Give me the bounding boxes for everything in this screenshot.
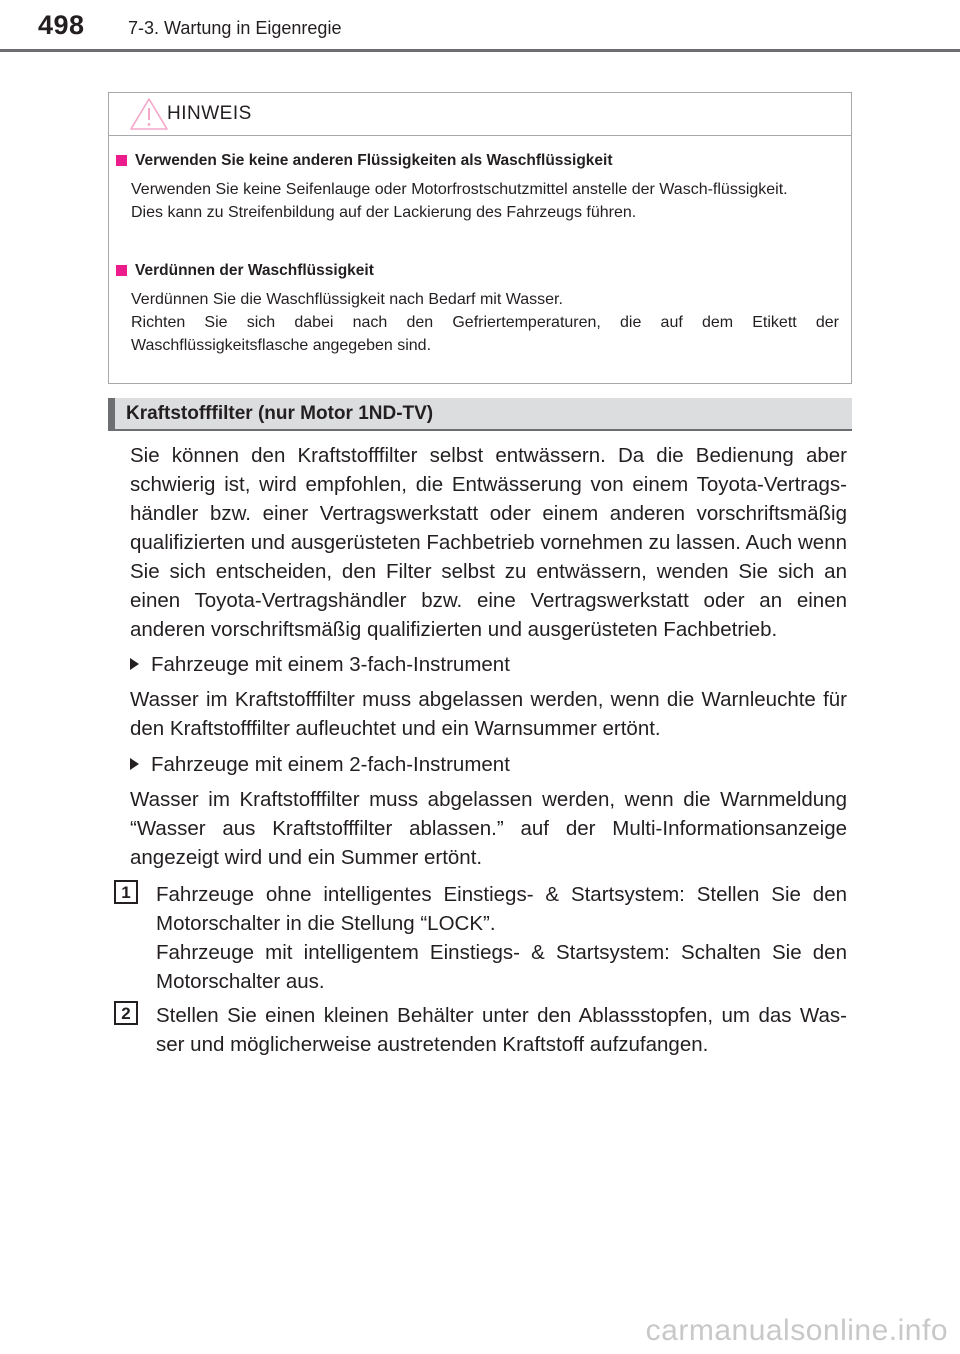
notice-item-heading-text: Verdünnen der Waschflüssigkeit (135, 262, 374, 279)
variant-label (130, 750, 510, 779)
watermark: carmanualsonline.info (645, 1314, 948, 1347)
step-number: 1 (114, 880, 138, 904)
triangle-bullet-icon (130, 658, 139, 670)
warning-triangle-icon (129, 97, 169, 131)
step-1 (114, 880, 847, 996)
step-number: 2 (114, 1001, 138, 1025)
step-line: Fahrzeuge mit intelligentem Einstiegs- & Startsystem: Schalten Sie den Motorschalter aus. (156, 941, 847, 993)
page-number: 498 (38, 10, 85, 40)
step-line: Fahrzeuge ohne intelligentes Einstiegs- & Startsystem: Stellen Sie den Motorschalter in die Stellung “LOCK”. (156, 883, 847, 935)
step-text (156, 880, 847, 996)
variant-label-text: Fahrzeuge mit einem 3-fach-Instrument (151, 653, 510, 676)
variant-label-text: Fahrzeuge mit einem 2-fach-Instrument (151, 753, 510, 776)
intro-paragraph: Sie können den Kraftstofffilter selbst entwässern. Da die Bedienung aber schwierig ist, wird empfohlen, die Entwässerung von einem Toyota-Vertrags-händler bzw. einer Vertragswerkstatt oder einem anderen vorschriftsmäßig qualifizierten und ausgerüsteten Fachbetrieb vornehmen zu lassen. Auch wenn Sie sich entscheiden, den Filter selbst zu entwässern, wenden Sie sich an einen Toyota-Vertragshändler bzw. eine Vertragswerkstatt oder an einen anderen vorschriftsmäßig qualifizierten und ausgerüsteten Fachbetrieb. (130, 444, 847, 641)
notice-item-text: Verwenden Sie keine Seifenlauge oder Motorfrostschutzmittel anstelle der Wasch-flüssigkeit. (131, 181, 788, 198)
notice-item-body (131, 288, 839, 357)
notice-item (109, 151, 853, 224)
notice-item (109, 261, 853, 357)
variant-label (130, 650, 510, 679)
notice-item-heading (109, 261, 853, 281)
notice-header (109, 93, 851, 136)
step-line: Stellen Sie einen kleinen Behälter unter den Ablassstopfen, um das Was-ser und möglicherweise austretenden Kraftstoff aufzufangen. (156, 1004, 847, 1056)
triangle-bullet-icon (130, 758, 139, 770)
bullet-square-icon (116, 155, 127, 166)
section-heading-bar (108, 398, 115, 429)
variant-paragraph: Wasser im Kraftstofffilter muss abgelassen werden, wenn die Warnmeldung “Wasser aus Kraftstofffilter ablassen.” auf der Multi-Informationsanzeige angezeigt wird und ein Summer ertönt. (130, 788, 847, 869)
notice-item-body (131, 178, 839, 224)
notice-item-heading (109, 151, 853, 171)
notice-item-text: Dies kann zu Streifenbildung auf der Lackierung des Fahrzeugs führen. (131, 204, 637, 221)
notice-title: HINWEIS (167, 103, 252, 124)
chapter-title: 7-3. Wartung in Eigenregie (128, 18, 342, 38)
variant-paragraph: Wasser im Kraftstofffilter muss abgelassen werden, wenn die Warnleuchte für den Kraftstofffilter aufleuchtet und ein Warnsummer ertönt. (130, 688, 847, 740)
step-2 (114, 1001, 847, 1059)
notice-item-heading-text: Verwenden Sie keine anderen Flüssigkeiten als Waschflüssigkeit (135, 152, 613, 169)
step-text (156, 1001, 847, 1059)
notice-box (108, 92, 852, 384)
section-title: Kraftstofffilter (nur Motor 1ND-TV) (126, 403, 434, 424)
bullet-square-icon (116, 265, 127, 276)
header-rule (0, 49, 960, 52)
notice-item-text: Verdünnen Sie die Waschflüssigkeit nach Bedarf mit Wasser. (131, 291, 563, 308)
notice-item-text: Richten Sie sich dabei nach den Gefriertemperaturen, die auf dem Etikett der Waschflüssigkeitsflasche angegeben sind. (131, 314, 839, 354)
section-heading (108, 398, 852, 431)
